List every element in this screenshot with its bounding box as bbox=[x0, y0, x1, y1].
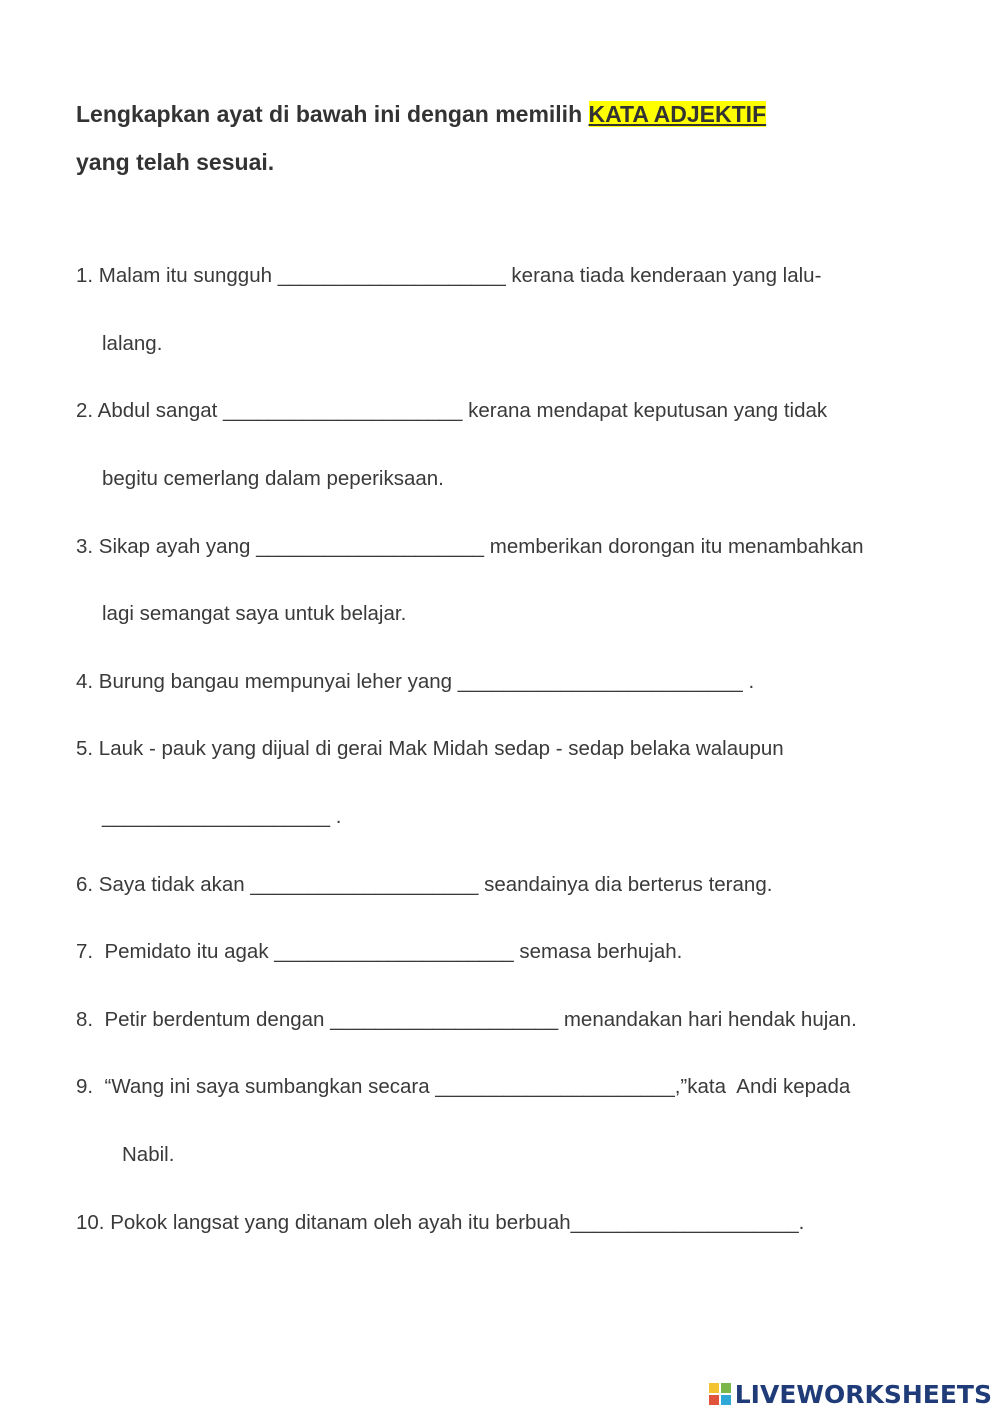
question-3-line-2: lagi semangat saya untuk belajar. bbox=[102, 602, 407, 625]
question-10-line-1: 10. Pokok langsat yang ditanam oleh ayah itu berbuah____________________. bbox=[76, 1211, 805, 1234]
question-7-line-1: 7. Pemidato itu agak _____________________ semasa berhujah. bbox=[76, 940, 683, 963]
question-1-line-1: 1. Malam itu sungguh ____________________ kerana tiada kenderaan yang lalu- bbox=[76, 264, 822, 287]
liveworksheets-logo bbox=[709, 1380, 992, 1408]
question-5-line-1: 5. Lauk - pauk yang dijual di gerai Mak Midah sedap - sedap belaka walaupun bbox=[76, 737, 784, 760]
question-9-line-2: Nabil. bbox=[122, 1143, 175, 1166]
highlighted-keyword: KATA ADJEKTIF bbox=[588, 101, 767, 127]
instruction-suffix: yang telah sesuai. bbox=[76, 149, 275, 175]
question-5-line-2: ____________________ . bbox=[102, 805, 342, 828]
question-3-line-1: 3. Sikap ayah yang ____________________ memberikan dorongan itu menambahkan bbox=[76, 535, 864, 558]
question-6-line-1: 6. Saya tidak akan ____________________ seandainya dia berterus terang. bbox=[76, 873, 773, 896]
question-2-line-2: begitu cemerlang dalam peperiksaan. bbox=[102, 467, 444, 490]
instruction-prefix: Lengkapkan ayat di bawah ini dengan memilih bbox=[76, 101, 589, 127]
question-1-line-2: lalang. bbox=[102, 332, 163, 355]
instruction-heading bbox=[76, 90, 956, 186]
question-4-line-1: 4. Burung bangau mempunyai leher yang _________________________ . bbox=[76, 670, 755, 693]
logo-text: LIVEWORKSHEETS bbox=[734, 1379, 992, 1409]
liveworksheets-logo-icon bbox=[709, 1383, 731, 1405]
question-2-line-1: 2. Abdul sangat _____________________ kerana mendapat keputusan yang tidak bbox=[76, 399, 828, 422]
question-8-line-1: 8. Petir berdentum dengan ____________________ menandakan hari hendak hujan. bbox=[76, 1008, 857, 1031]
question-9-line-1: 9. “Wang ini saya sumbangkan secara _____________________,”kata Andi kepada bbox=[76, 1075, 851, 1098]
